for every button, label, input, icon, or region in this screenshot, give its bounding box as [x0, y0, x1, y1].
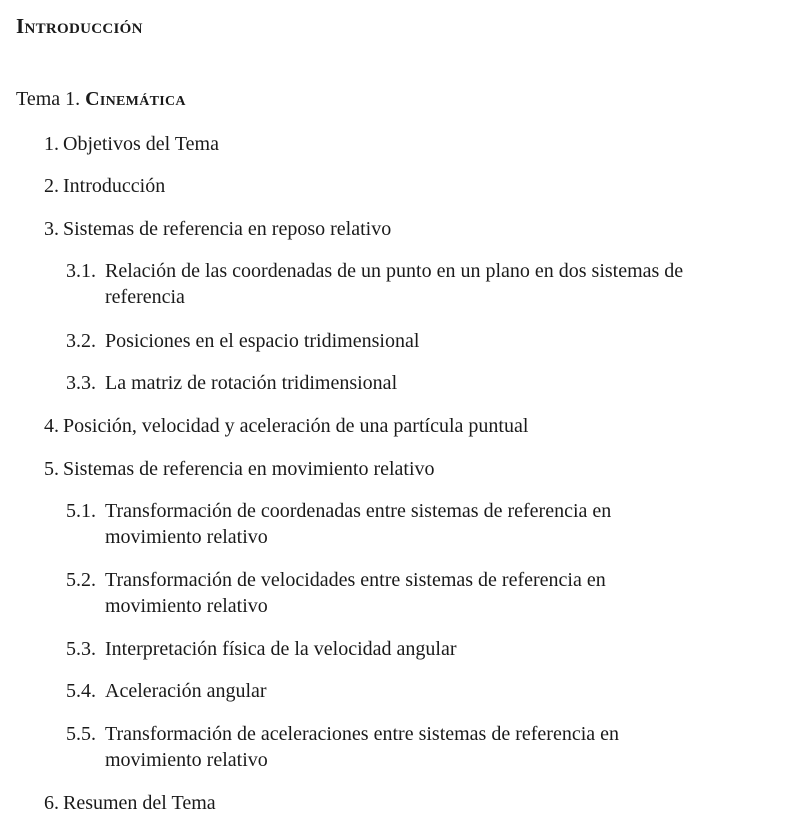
toc-item-number: 3. [44, 218, 59, 240]
toc-item-4 [44, 413, 528, 439]
toc-item-5-4 [66, 678, 706, 704]
toc-item-5-5 [66, 721, 706, 773]
toc-item-text: Posición, velocidad y aceleración de una partícula puntual [63, 415, 529, 437]
toc-item-text: Sistemas de referencia en reposo relativo [63, 218, 392, 240]
toc-item-3-2 [66, 328, 706, 354]
toc-item-2 [44, 173, 165, 199]
toc-item-5-3 [66, 636, 706, 662]
toc-item-number: 5.2. [66, 569, 96, 591]
toc-item-number: 5.1. [66, 500, 96, 522]
toc-item-number: 2. [44, 175, 59, 197]
toc-item-text: Posiciones en el espacio tridimensional [105, 330, 420, 352]
toc-item-text: Relación de las coordenadas de un punto en un plano en dos sistemas de referencia [105, 260, 684, 308]
toc-item-text: Objetivos del Tema [63, 133, 219, 155]
toc-item-number: 3.1. [66, 260, 96, 282]
toc-item-number: 5. [44, 458, 59, 480]
toc-item-1 [44, 131, 219, 157]
chapter-name: Cinemática [85, 88, 186, 110]
toc-item-text: Resumen del Tema [63, 792, 216, 814]
toc-item-3-1 [66, 258, 706, 310]
toc-item-number: 5.5. [66, 723, 96, 745]
toc-item-number: 5.4. [66, 680, 96, 702]
toc-item-3-3 [66, 370, 706, 396]
toc-item-text: Introducción [63, 175, 166, 197]
toc-item-text: Transformación de velocidades entre sistemas de referencia en movimiento relativo [105, 569, 606, 617]
toc-item-5-1 [66, 498, 706, 550]
section-heading-introduccion: Introducción [16, 14, 143, 38]
toc-item-text: La matriz de rotación tridimensional [105, 372, 398, 394]
toc-item-text: Sistemas de referencia en movimiento relativo [63, 458, 435, 480]
toc-item-text: Interpretación física de la velocidad angular [105, 638, 457, 660]
toc-item-number: 5.3. [66, 638, 96, 660]
toc-item-number: 4. [44, 415, 59, 437]
toc-item-5-2 [66, 567, 706, 619]
toc-item-number: 3.3. [66, 372, 96, 394]
toc-item-number: 3.2. [66, 330, 96, 352]
toc-item-5 [44, 456, 435, 482]
toc-item-3 [44, 216, 391, 242]
toc-item-text: Transformación de coordenadas entre sistemas de referencia en movimiento relativo [105, 500, 612, 548]
toc-item-number: 6. [44, 792, 59, 814]
toc-item-text: Transformación de aceleraciones entre sistemas de referencia en movimiento relativo [105, 723, 620, 771]
chapter-title [16, 88, 186, 111]
toc-item-6 [44, 790, 216, 816]
toc-item-text: Aceleración angular [105, 680, 267, 702]
chapter-prefix: Tema 1. [16, 88, 81, 110]
toc-item-number: 1. [44, 133, 59, 155]
